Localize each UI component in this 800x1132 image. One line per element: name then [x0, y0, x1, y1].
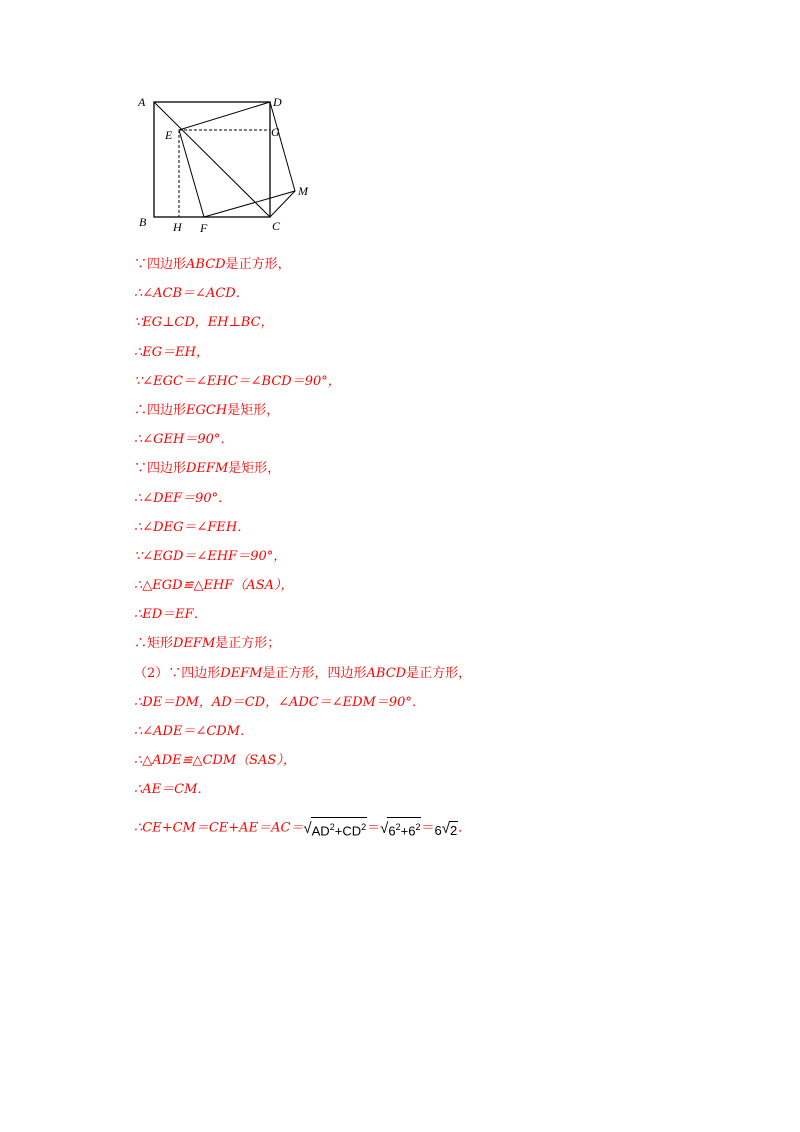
label-c: C — [272, 219, 281, 233]
diagonal-ac — [154, 102, 270, 217]
label-e: E — [165, 128, 173, 142]
proof-line: ∴△ADE≌△CDM（SAS）， — [134, 753, 296, 769]
proof-line: ∴EG＝EH， — [134, 344, 209, 360]
proof-line: ∴AE＝CM． — [134, 782, 211, 798]
label-h: H — [173, 220, 182, 234]
label-b: B — [139, 215, 147, 229]
proof-line: ∵四边形DEFM是矩形， — [134, 461, 281, 477]
proof-line: ∵∠EGD＝∠EHF＝90°， — [134, 548, 287, 564]
sqrt-expression: $√AD^2+CD^2$ — [303, 817, 367, 840]
label-a: A — [138, 95, 146, 109]
label-f: F — [200, 221, 208, 235]
proof-line: ∴矩形DEFM是正方形； — [134, 636, 281, 652]
label-d: D — [273, 95, 282, 109]
sqrt-result: 6√2 — [434, 819, 458, 838]
sqrt-expression: $√6^2+6^2$ — [380, 817, 421, 840]
proof-line: ∴DE＝DM，AD＝CD，∠ADC＝∠EDM＝90°． — [134, 694, 425, 710]
label-m: M — [298, 184, 308, 198]
proof-line: ∴△EGD≌△EHF（ASA）， — [134, 578, 294, 594]
proof-line: ∴∠ACB＝∠ACD． — [134, 286, 249, 302]
proof-text — [134, 256, 754, 846]
proof-line: ∴ED＝EF． — [134, 607, 207, 623]
proof-line: （2）∵四边形DEFM是正方形，四边形ABCD是正方形， — [134, 665, 472, 681]
proof-line: ∴∠ADE＝∠CDM． — [134, 724, 254, 739]
square-defm — [179, 102, 295, 217]
geometry-figure — [132, 90, 322, 235]
proof-line: ∵四边形ABCD是正方形， — [134, 257, 291, 272]
square-diagram — [132, 90, 322, 235]
proof-line: ∴∠DEF＝90°． — [134, 490, 232, 506]
proof-line: ∴四边形EGCH是矩形， — [134, 402, 280, 418]
proof-line: ∴∠DEG＝∠FEH． — [134, 519, 251, 535]
proof-line: ∵∠EGC＝∠EHC＝∠BCD＝90°， — [134, 373, 341, 389]
proof-line-final: $\therefore CE+CM=CE+AE=AC=√AD^2+CD^2=√6^2+6^2=6√2$． — [134, 817, 754, 846]
proof-line: ∴∠GEH＝90°． — [134, 432, 234, 448]
proof-line: ∵EG⊥CD，EH⊥BC， — [134, 315, 274, 331]
label-g: G — [271, 125, 280, 139]
